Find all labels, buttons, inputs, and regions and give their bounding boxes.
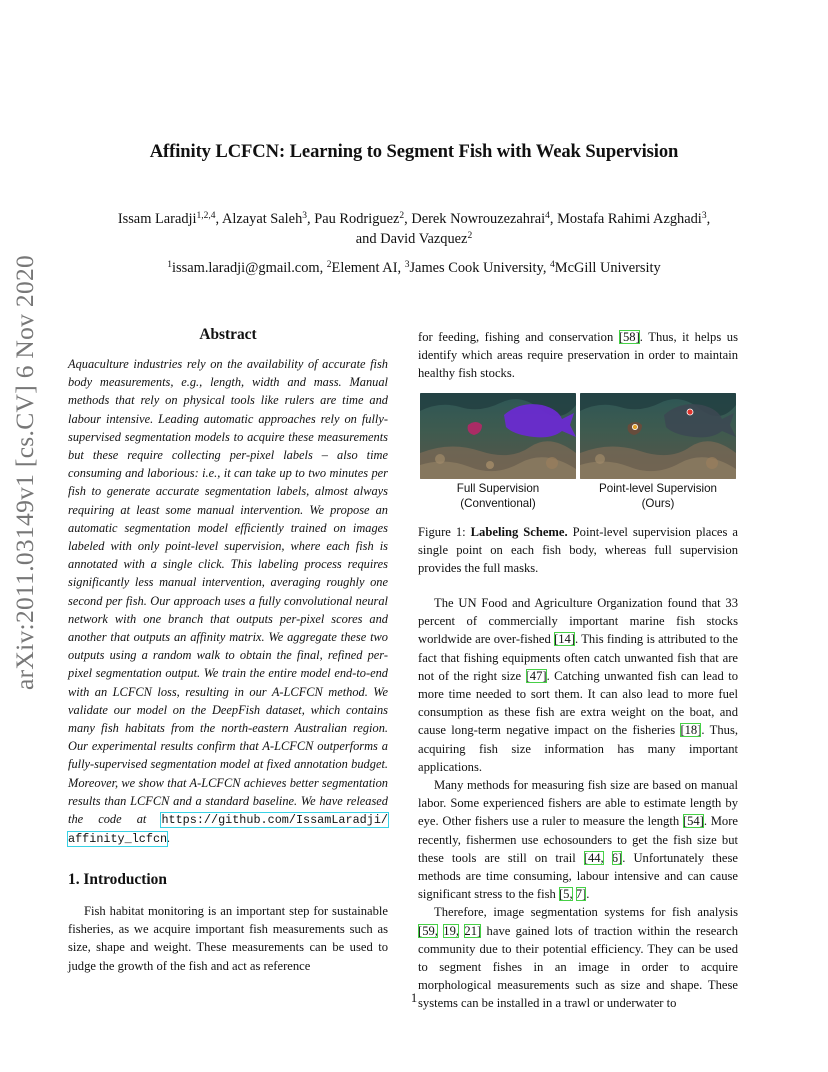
- citation-link[interactable]: [54]: [682, 814, 704, 829]
- author-name: Alzayat Saleh: [221, 211, 303, 227]
- author-list: Issam Laradji$^{1,2,4}$, Alzayat Saleh$^3$, Pau Rodriguez$^2$, Derek Nowrouzezahrai$^4$, Mostafa Rahimi Azghadi$^3$, and David Vazquez$^2$: [117, 211, 711, 247]
- introduction-heading: 1. Introduction: [68, 871, 167, 888]
- citation-link[interactable]: [59,: [418, 923, 438, 938]
- point-supervision-label: Point-level Supervision (Ours): [599, 482, 717, 510]
- abstract-body: [68, 355, 388, 848]
- citation-link[interactable]: [58]: [618, 330, 640, 344]
- affiliation-list: $^1$issam.laradji@gmail.com, $^2$Element AI, $^3$James Cook University, $^4$McGill University: [167, 260, 661, 276]
- author-affil-marker: 2: [399, 211, 405, 221]
- author-affil-marker: 4: [545, 211, 550, 221]
- paper-title: Affinity LCFCN: Learning to Segment Fish with Weak Supervision: [149, 141, 679, 162]
- author-name: Issam Laradji: [117, 211, 197, 227]
- point-supervision-image: [580, 393, 736, 479]
- full-supervision-label: Full Supervision (Conventional): [456, 482, 540, 510]
- affil-name: James Cook University: [409, 260, 543, 276]
- affil-name: McGill University: [554, 260, 661, 276]
- citation-link[interactable]: 21]: [464, 923, 482, 938]
- citation-link[interactable]: 7]: [575, 887, 587, 902]
- affil-email: issam.laradji@gmail.com: [172, 260, 320, 276]
- intro-paragraph: Fish habitat monitoring is an important step for sustainable fisheries, as we acquire important fish measurements such as size, shape and weight. These measurements can be used to judge the growth of the fish and act as reference: [68, 904, 388, 973]
- affil-name: Element AI: [331, 260, 398, 276]
- right-column-top: for feeding, fishing and conservation [58]. Thus, it helps us identify which areas require preservation in order to maintain healthy fish stocks.: [418, 330, 738, 381]
- affil-marker: 4: [550, 260, 555, 270]
- abstract-heading: Abstract: [199, 326, 257, 343]
- citation-link[interactable]: [47]: [525, 668, 547, 683]
- citation-link[interactable]: [5,: [558, 887, 573, 902]
- citation-link[interactable]: 19,: [443, 923, 460, 938]
- code-link[interactable]: https://github.com/IssamLaradji/ affinity_lcfcn: [68, 813, 388, 847]
- author-affil-marker: 3: [701, 211, 707, 221]
- citation-link[interactable]: 6]: [611, 850, 623, 865]
- author-affil-marker: 1,2,4: [196, 211, 216, 221]
- author-name: Derek Nowrouzezahrai: [411, 211, 546, 227]
- affil-marker: 2: [326, 260, 332, 270]
- right-column-body: [418, 594, 738, 1013]
- page-number: 1: [410, 991, 418, 1005]
- paragraph: The UN Food and Agriculture Organization found that 33 percent of commercially important marine fish stocks worldwide are over-fished [14]. This finding is attributed to the fact that fishing equipments often catch unwanted fish that are not of the right size [47]. Catching unwanted fish can lead to more time needed to sort them. It can also lead to more fuel consumption as these fish are extra weight on the boat, and cause long-term negative impact on the fisheries [18]. Thus, acquiring fish size information has many important applications.: [418, 596, 739, 774]
- citation-link[interactable]: [44,: [583, 850, 604, 865]
- citation-link[interactable]: [14]: [554, 632, 576, 647]
- affil-marker: 1: [167, 260, 173, 270]
- author-affil-marker: 2: [467, 231, 473, 241]
- arxiv-stamp: arXiv:2011.03149v1 [cs.CV] 6 Nov 2020: [10, 254, 39, 690]
- full-supervision-image: [420, 393, 576, 479]
- citation-link[interactable]: [18]: [680, 723, 702, 738]
- abstract-end: .: [167, 831, 171, 846]
- author-name: Pau Rodriguez: [314, 211, 400, 227]
- affil-marker: 3: [404, 260, 410, 270]
- paragraph: Many methods for measuring fish size are based on manual labor. Some experienced fishers are able to estimate length by eye. Other fishers use a ruler to measure the length [54]. More recently, fishermen use echosounders to get the fish size but these tools are still on trail [44, 6]. Unfortunately these methods are time consuming, labour intensive and can cause significant stress to the fish [5, 7].: [418, 778, 739, 902]
- author-name: David Vazquez: [380, 231, 468, 247]
- abstract-text: Aquaculture industries rely on the availability of accurate fish body measurements, e.g., length, width and mass. Manual methods that rely on physical tools like rulers are time and labour intensive. Leading automatic approaches rely on fully-supervised segmentation models to acquire these measurements but these require collecting per-pixel labels – also time consuming and laborious: i.e., it can take up to two minutes per fish to generate accurate segmentation labels, almost always requiring at least some manual intervention. We propose an automatic segmentation model efficiently trained on images labeled with only point-level supervision, where each fish is annotated with a single click. This labeling process requires significantly less manual intervention, averaging roughly one second per fish. Our approach uses a fully convolutional neural network with one branch that outputs per-pixel scores and another that outputs an affinity matrix. We aggregate these two outputs using a random walk to obtain the final, refined per-pixel segmentation output. We train the entire model end-to-end with an LCFCN loss, resulting in our A-LCFCN method. We validate our model on the DeepFish dataset, which contains many fish habitats from the north-eastern Australian region. Our experimental results confirm that A-LCFCN outperforms a fully-supervised segmentation model at fixed annotation budget. Moreover, we show that A-LCFCN achieves better segmentation results than LCFCN and a standard baseline. We have released the code at: [68, 357, 388, 827]
- author-affil-marker: 3: [302, 211, 308, 221]
- figure-caption: Figure 1: Labeling Scheme. Point-level supervision places a single point on each fish body, whereas full supervision provides the full masks.: [418, 525, 738, 576]
- paragraph: Therefore, image segmentation systems for fish analysis [59, 19, 21] have gained lots of traction within the research community due to their potential efficiency. They can be used to segment fishes in an image in order to acquire morphological measurements such as size and shape. These systems can be installed in a trawl or underwater to: [418, 905, 738, 1011]
- author-name: Mostafa Rahimi Azghadi: [557, 211, 702, 227]
